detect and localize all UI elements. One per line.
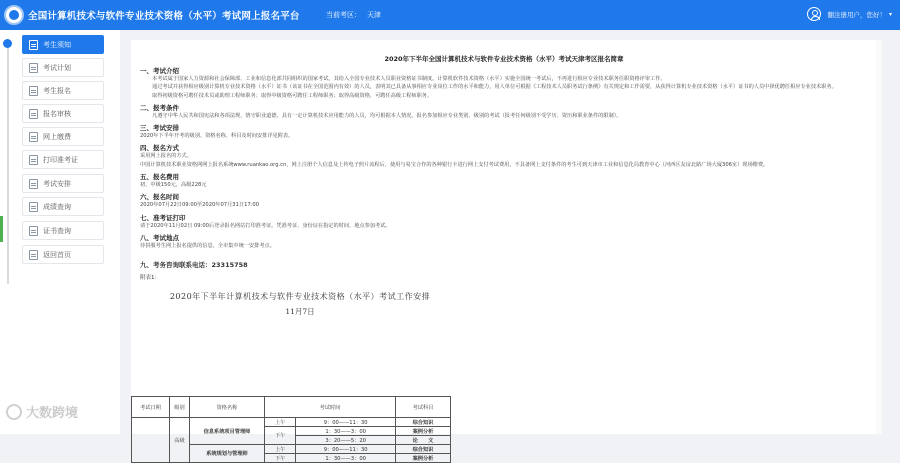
paragraph: 初、中级150元，高级228元 [140, 182, 207, 189]
schedule-title: 2020年下半年计算机技术与软件专业技术资格（水平）考试工作安排 [169, 292, 431, 302]
sidebar-item-exam-plan[interactable] [22, 58, 104, 77]
section-heading: 二、报考条件 [140, 103, 179, 112]
paragraph: 2020年07月22日09:00至2020年07月31日17:00 [140, 202, 260, 209]
sidebar-item-score-query[interactable] [22, 197, 104, 216]
schedule-date: 11月7日 [285, 307, 315, 317]
section-heading: 三、考试安排 [140, 124, 179, 133]
sidebar-item-label: 考试安排 [43, 179, 71, 188]
sidebar-item-registration[interactable] [22, 81, 104, 100]
sidebar [0, 30, 120, 434]
table-cell: 综合知识 [396, 445, 451, 454]
chevron-down-icon: ▾ [888, 10, 892, 18]
scrollbar[interactable] [876, 40, 882, 434]
sidebar-item-home[interactable] [22, 245, 104, 264]
payment-icon [29, 132, 38, 142]
site-logo-icon [4, 5, 24, 25]
column-header: 考试日期 [132, 397, 170, 418]
section-heading: 四、报名方式 [140, 144, 179, 153]
sidebar-item-label: 成绩查询 [43, 202, 71, 211]
section-heading: 七、准考证打印 [140, 213, 186, 222]
user-menu[interactable] [807, 7, 892, 21]
table-cell: 上午 [265, 445, 296, 454]
sidebar-item-payment[interactable] [22, 127, 104, 146]
progress-timeline [7, 42, 9, 284]
table-cell: 1：30——3：00 [296, 427, 396, 436]
sidebar-item-exam-notice[interactable] [22, 35, 104, 54]
section-heading: 八、考试地点 [140, 233, 179, 242]
sidebar-item-exam-schedule[interactable] [22, 174, 104, 193]
sidebar-item-certificate-query[interactable] [22, 221, 104, 240]
paragraph: 2020年下半年开考的级别、资格名称、科目及时间安排详见附表。 [140, 133, 294, 140]
sidebar-item-label: 报名审核 [43, 109, 71, 118]
sidebar-item-review[interactable] [22, 104, 104, 123]
paragraph: 采用网上报名的方式。 [140, 153, 192, 160]
site-title: 全国计算机技术与软件专业技术资格（水平）考试网上报名平台 [28, 11, 300, 22]
notice-content [131, 40, 882, 462]
watermark-ring-icon [6, 404, 22, 420]
column-header: 资格名称 [190, 397, 265, 418]
table-cell: 综合知识 [396, 418, 451, 427]
table-cell: 系统规划与管理师 [190, 445, 265, 463]
user-avatar-icon [807, 7, 821, 21]
sidebar-item-label: 考生报名 [43, 86, 71, 95]
review-icon [29, 109, 38, 119]
paragraph: 请于2020年11月02日 09:00后登录报名网站打印准考证。凭准考证、身份证在指定的时间、地点参加考试。 [140, 222, 391, 229]
contact-phone: 九、考务咨询联系电话：23315758 [140, 261, 248, 270]
watermark-logo [6, 402, 78, 421]
side-tab-marker [0, 216, 3, 242]
table-cell: 案例分析 [396, 427, 451, 436]
column-header: 级别 [170, 397, 190, 418]
table-cell: 下午 [265, 454, 296, 463]
sidebar-item-label: 打印准考证 [43, 155, 78, 164]
schedule-heading [140, 291, 460, 317]
table-cell: 下午 [265, 427, 296, 445]
table-cell: 3：20——5：20 [296, 436, 396, 445]
notice-body [140, 54, 868, 317]
top-header [0, 0, 900, 30]
printer-icon [29, 155, 38, 165]
table-cell: 案例分析 [396, 454, 451, 463]
table-cell: 信息系统项目管理师 [190, 418, 265, 445]
exam-area-label: 当前考区： [326, 11, 361, 19]
table-cell: 论 文 [396, 436, 451, 445]
current-step-dot [3, 39, 12, 48]
table-cell: 上午 [265, 418, 296, 427]
table-cell [132, 418, 170, 463]
paragraph: 待拼服考生网上报名提供的信息，全市集中统一安排考点。 [140, 242, 275, 249]
schedule-table [131, 396, 451, 463]
section-heading: 六、报名时间 [140, 193, 179, 202]
sidebar-item-label: 返回首页 [43, 250, 71, 259]
notice-title: 2020年下半年全国计算机技术与软件专业技术资格（水平）考试天津考区报名简章 [384, 55, 624, 63]
table-cell: 高级 [170, 418, 190, 463]
score-icon [29, 202, 38, 212]
column-header: 考试时间 [265, 397, 396, 418]
paragraph: 凡遵守中华人民共和国宪法和各项法规，恪守职业道德，具有一定计算机技术应用能力的人员，均可根据本人情况，报名参加相应专业类别、级别的考试（报考任何级别不受学历、资历和职业条件的限制）。 [152, 112, 622, 119]
form-icon [29, 86, 38, 96]
watermark-text: 大数跨境 [26, 406, 79, 421]
sidebar-item-print-admission[interactable] [22, 150, 104, 169]
user-greeting: 翻注册用户，您好！ [827, 10, 886, 19]
table-header-row [132, 397, 451, 418]
table-cell: 9：00——11：30 [296, 445, 396, 454]
paragraph: 通过考试并获得相应级别计算机专业技术资格（水平）证书（该证书在全国范围内有效）的人员，表明其已具备从事相应专业岗位工作的水平和能力，用人单位可根据《工程技术人员职务试行条例》有关规定和工作需要，从获得计算机专业技术资格（水平）证书的人员中择优聘任相应专业技术职务。 [152, 84, 837, 91]
table-row [132, 418, 451, 427]
table-cell: 9：00——11：30 [296, 418, 396, 427]
current-exam-area [326, 10, 381, 20]
sidebar-item-label: 网上缴费 [43, 132, 71, 141]
sidebar-item-label: 考试计划 [43, 63, 71, 72]
attachment-label: 附表1： [140, 275, 160, 282]
paragraph: 取得初级资格可聘任技术员或助理工程师职务；取得中级资格可聘任工程师职务；取得高级资格，可聘任高级工程师职务。 [152, 92, 433, 99]
paragraph: 本考试属于国家人力资源和社会保障部、工业和信息化部共同组织的国家考试，其给入全国专业技术人员职业资格证书制度。计算机软件技术资格（水平）实施全国统一考试后，不再进行相应专业技术职务任职资格评审工作。 [152, 76, 666, 82]
paragraph: 中国计算机技术职业资格网网上报名系统www.ruankao.org.cn，网上注册个人信息及上传电子照片流程后，使用与易宝合作的各种银行卡进行网上支付考试费用。不具备网上支付条件的考生可到天津市工业和信息化局教育中心（河西区友谊北路广场大厦306室）现场缴费。 [140, 161, 769, 168]
home-icon [29, 250, 38, 260]
certificate-icon [29, 226, 38, 236]
sidebar-item-label: 证书查询 [43, 226, 71, 235]
section-heading: 五、报名费用 [140, 173, 179, 182]
calendar-icon [29, 63, 38, 73]
section-heading: 一、考试介绍 [140, 67, 179, 75]
table-cell: 1：30——3：00 [296, 454, 396, 463]
column-header: 考试科目 [396, 397, 451, 418]
document-icon [29, 40, 38, 50]
exam-area-value: 天津 [367, 11, 381, 19]
schedule-icon [29, 179, 38, 189]
sidebar-item-label: 考生须知 [43, 40, 71, 49]
